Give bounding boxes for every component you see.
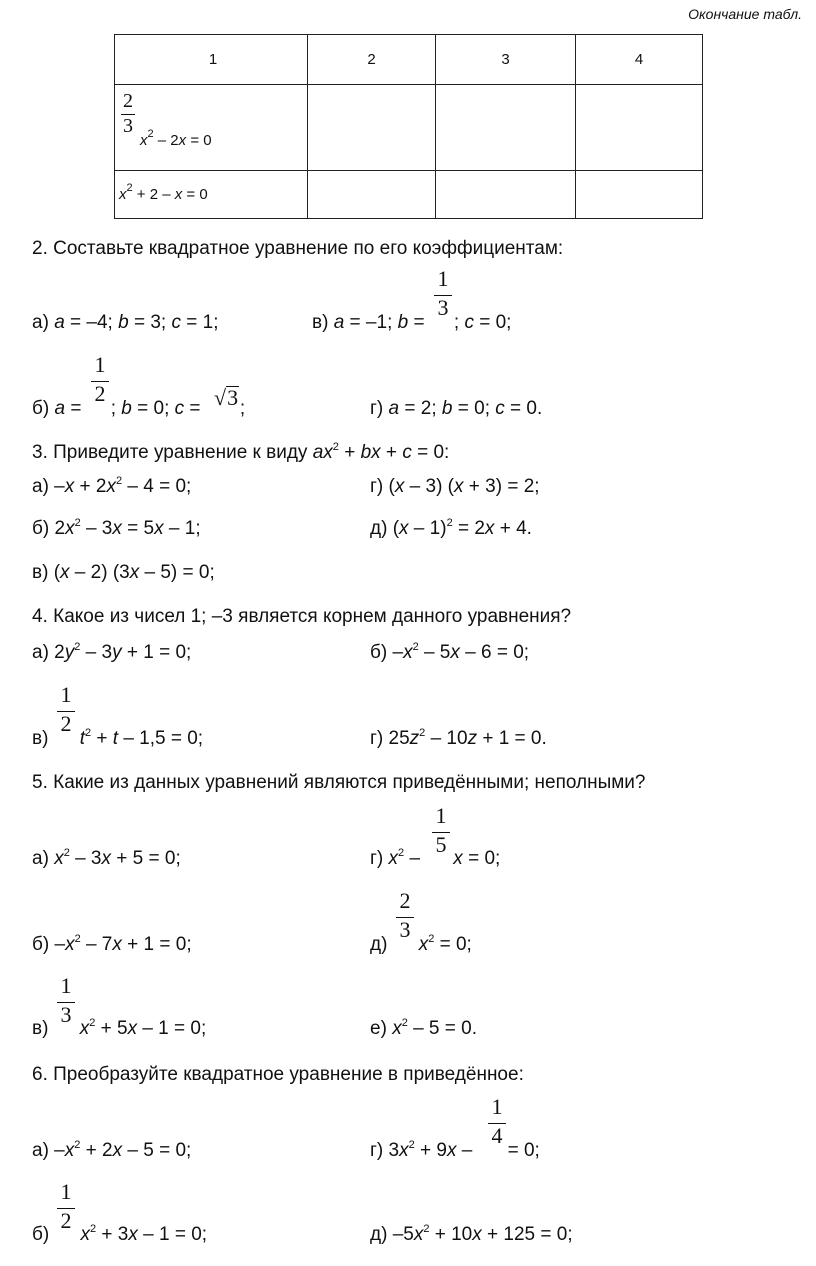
fraction: 1 2 — [89, 354, 111, 405]
task5-item-g: г) $x^2 - x = 0$; — [370, 847, 501, 869]
table-equation-cell — [115, 85, 308, 171]
task3-item-d: д) (x – 1)$^2$ = 2x + 4. — [370, 517, 532, 539]
task2-item-b: б) a = ; b = 0; c = ; — [32, 398, 246, 419]
fraction: 2 3 — [394, 890, 416, 941]
fraction: 1 2 — [55, 684, 77, 735]
task5-item-d: д) $x^2 = 0$; — [370, 933, 472, 955]
task6-item-b: б) $x^2 + 3x - 1 = 0$; — [32, 1223, 208, 1245]
table-cell — [308, 171, 436, 219]
task4-item-v: в) $t^2 + t - 1,5 = 0$; — [32, 727, 204, 749]
fraction: 1 4 — [486, 1096, 508, 1147]
task3-item-a: а) $-x + 2x^2 - 4 = 0$; — [32, 475, 192, 497]
answer-table — [114, 34, 703, 219]
task2-item-a: а) a = –4; b = 3; c = 1; — [32, 312, 219, 333]
task4-heading: 4. Какое из чисел 1; –3 является корнем данного уравнения? — [32, 606, 572, 627]
table-row — [115, 85, 703, 171]
fraction: 2 3 — [123, 90, 133, 137]
task5-item-e: е) $x^2 - 5 = 0$. — [370, 1017, 478, 1039]
task6-item-d: д) $-5x^2 + 10x + 125 = 0$; — [370, 1223, 573, 1245]
table-header-row — [115, 35, 703, 85]
table-cell — [576, 85, 703, 171]
task6-item-a: а) $-x^2 + 2x - 5 = 0$; — [32, 1139, 192, 1161]
table-cell — [436, 171, 576, 219]
task5-item-v: в) $x^2 + 5x - 1 = 0$; — [32, 1017, 207, 1039]
task2-item-g: г) a = 2; b = 0; c = 0. — [370, 398, 543, 419]
task5-heading: 5. Какие из данных уравнений являются приведёнными; неполными? — [32, 772, 646, 793]
task2-heading: 2. Составьте квадратное уравнение по его коэффициентам: — [32, 238, 564, 259]
table-equation-cell: $x^2 + 2 - x = 0$ — [115, 171, 308, 219]
task5-item-b: б) $-x^2 - 7x + 1 = 0$; — [32, 933, 192, 955]
table-cell — [436, 85, 576, 171]
table-cell — [576, 171, 703, 219]
task3-item-b: б) $2x^2 - 3x = 5x - 1$; — [32, 517, 201, 539]
table-header-cell: 3 — [436, 35, 576, 85]
continuation-label: Окончание табл. — [688, 6, 802, 22]
equation-text: $x^2 - 2x = 0$ — [140, 128, 212, 149]
task3-item-v: в) (x – 2) (3x – 5) = 0; — [32, 562, 215, 583]
table-cell — [308, 85, 436, 171]
fraction: 1 3 — [432, 268, 454, 319]
task4-item-a: а) $2y^2 - 3y + 1 = 0$; — [32, 641, 192, 663]
task4-item-b: б) $-x^2 - 5x - 6 = 0$; — [370, 641, 530, 663]
fraction: 1 5 — [430, 805, 452, 856]
task5-item-a: а) $x^2 - 3x + 5 = 0$; — [32, 847, 181, 869]
task6-heading: 6. Преобразуйте квадратное уравнение в приведённое: — [32, 1064, 524, 1085]
fraction: 1 2 — [55, 1181, 77, 1232]
fraction: 1 3 — [55, 975, 77, 1026]
table-header-cell: 2 — [308, 35, 436, 85]
task2-item-v: в) a = –1; b = ; c = 0; — [312, 312, 512, 333]
table-header-cell: 4 — [576, 35, 703, 85]
sqrt-symbol: √3 — [214, 385, 239, 410]
task4-item-g: г) $25z^2 - 10z + 1 = 0$. — [370, 727, 547, 749]
table-header-cell: 1 — [115, 35, 308, 85]
task3-heading: 3. Приведите уравнение к виду $ax^2$ + bx + c = 0: — [32, 441, 450, 463]
table-row — [115, 171, 703, 219]
task3-item-g: г) (x – 3) (x + 3) = 2; — [370, 476, 540, 497]
task6-item-g: г) $3x^2 + 9x$ – = 0; — [370, 1139, 540, 1161]
